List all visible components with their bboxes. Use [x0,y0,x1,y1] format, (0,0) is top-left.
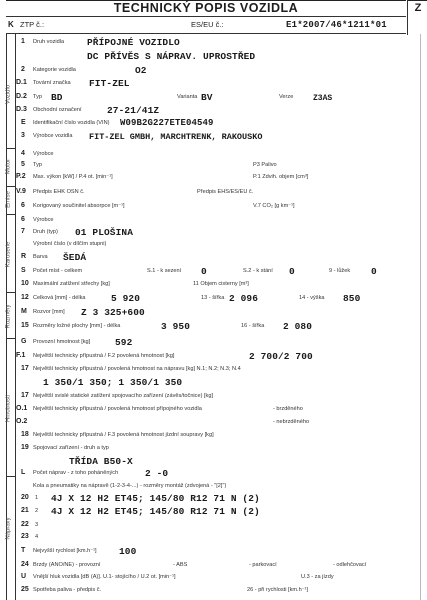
length-value: 3 950 [161,321,191,332]
row-naprava-3 [17,521,407,533]
length-value: 5 920 [111,293,141,304]
row-label: Kola a pneumatiky na nápravě (1-2-3-4-...) - rozměry montáž (zdvojená - "[2]") [33,483,227,489]
row-value: 100 [119,546,137,557]
row-key: 6 [21,216,25,223]
row-druh-vozidla [17,38,407,50]
row-key: 17 [21,365,29,372]
row-key: D.1 [16,79,27,86]
row-zatizeni-strechy [17,280,407,292]
row-zatizeni-spojovaci [17,392,407,404]
row-key: 5 [21,161,25,168]
height-value: 850 [343,293,361,304]
row-jizdni-souprava [17,431,407,443]
width-label: 16 - šířka [241,323,265,329]
row-label: Spojovací zařízení - druh a typ [33,445,109,451]
row-value: DC PŘÍVĚS S NÁPRAV. UPROSTŘED [87,51,256,62]
row-brzdy [17,561,407,573]
row-value: Z 3 325+600 [81,307,145,318]
row-key: 6 [21,202,25,209]
row-label: Rozvor [mm] [33,309,65,315]
row-tovarni-znacka [17,79,407,91]
section-label: Rozměry [5,304,12,329]
row-key: T [21,547,26,554]
row-label: Výrobní číslo (v dílčím stupni) [33,241,107,247]
row-label: Kategorie vozidla [33,67,76,73]
ztp-header-row [6,16,406,34]
section-karoserie [6,214,15,294]
row-value: FIT-ZEL [89,78,130,89]
row-label: Korigovaný součinitel absorpce [m⁻¹] [33,203,125,209]
row-predpis-ehk [17,188,407,200]
section-vozidlo [6,40,15,150]
section-label: Hmotnosti [5,395,12,423]
row-label: Výrobce [33,217,54,223]
section-column-line [15,34,16,600]
row-provozni-hmotnost [17,338,407,350]
corner-cell [407,0,427,35]
section-label: Vozidlo [5,84,12,105]
unbraked-label: - nebrzděného [273,419,310,425]
row-label: Tovární značka [33,80,71,86]
row-naprava-1 [17,494,407,506]
row-label: Maximální zatížení střechy [kg] [33,281,110,287]
row-key: 22 [21,521,29,528]
width-value: 2 096 [229,293,259,304]
row-value: 27-21/41Z [107,105,160,116]
row-key: 21 [21,507,29,514]
row-key: 2 [21,66,25,73]
row-label: Výrobce [33,151,54,157]
width-label: 13 - šířka [201,295,225,301]
row-label: Druh vozidla [33,39,65,45]
row-key: D.2 [16,93,27,100]
row-hmotnost-naprava-values [17,378,407,390]
row-label: Vnější hluk vozidla [dB (A)]. U.1- stojícího / U.2 ot. [min⁻¹] [33,574,176,580]
row-pocet-naprav [17,469,407,481]
axle-number: 2 [35,508,39,514]
seats-sitting-label: S.1 - k sezení [147,268,182,274]
row-value: 01 PLOŠINA [75,227,134,238]
row-label: Největší technicky přípustná / povolená hmotnost přípojného vozidla [33,406,202,412]
row-value: 1 350/1 350; 1 350/1 350 [43,377,183,388]
ehs-label: Předpis EHS/ES/EU č. [197,189,254,195]
document-title: TECHNICKÝ POPIS VOZIDLA [6,0,406,17]
row-key: O.2 [16,418,28,425]
axle-number: 3 [35,522,39,528]
row-key: S [21,267,26,274]
row-naprava-2 [17,507,407,519]
row-value: PŘÍPOJNÉ VOZIDLO [87,37,180,48]
row-label: Počet míst - celkem [33,268,83,274]
berths-label: 9 - lůžek [329,268,351,274]
row-obchodni-oznaceni [17,106,407,118]
displacement-label: P.1 Zdvih. objem [cm³] [253,174,309,180]
row-label: Největší technicky přípustná / F.3 povolená hmotnost jízdní soupravy [kg] [33,432,214,438]
row-value: W09B2G227ETE04549 [120,118,214,128]
row-value: TŘÍDA B50-X [69,456,133,467]
row-celkova-hmotnost [17,352,407,364]
row-key: L [21,469,26,476]
row-label: Nejvyšší rychlost [km.h⁻¹] [33,548,97,554]
row-key: G [21,338,27,345]
corner-letter: Z [414,2,422,14]
row-value: 4J X 12 H2 ET45; 145/80 R12 71 N (2) [51,493,260,504]
row-key: 3 [21,132,25,139]
row-key: R [21,253,27,260]
k-mark: K [8,20,14,29]
section-rozmery [6,292,15,340]
row-value: BD [51,92,63,103]
row-key: M [21,308,27,315]
row-spotreba-paliva [17,586,407,598]
row-lozna-plocha [17,322,407,334]
row-key: 7 [21,228,25,235]
row-key: 15 [21,322,29,329]
row-absorpce [17,202,407,214]
row-key: 18 [21,431,29,438]
row-label: Obchodní označení [33,107,82,113]
berths-value: 0 [371,266,377,277]
row-key: 25 [21,586,29,593]
row-label: Celková [mm] - délka [33,295,86,301]
retarder-label: - odlehčovací [333,562,367,568]
row-label: Identifikační číslo vozidla (VIN) [33,120,110,126]
row-druh-typ [17,228,407,240]
row-hmotnost-naprava [17,365,407,377]
row-key: E [21,119,26,126]
row-typ [17,93,407,105]
parking-brake-label: - parkovací [249,562,277,568]
right-frame-line [420,34,421,600]
row-label: Barva [33,254,48,260]
row-druh-vozidla-cont [17,51,407,63]
row-value: 2 700/2 700 [249,351,313,362]
row-key: 1 [21,38,25,45]
speed-label: 26 - při rychlosti [km.h⁻¹] [247,587,309,593]
height-label: 14 - výška [299,295,325,301]
ztp-label: ZTP č.: [20,20,45,29]
row-barva [17,253,407,265]
row-label: Druh (typ) [33,229,58,235]
row-label: Největší technicky přípustná / povolená hmotnost na nápravu [kg] N.1; N.2; N.3; N.4 [33,366,241,372]
row-nebrzdeny [17,418,407,430]
row-label: Počet náprav - z toho poháněných [33,470,119,476]
row-key: 23 [21,533,29,540]
row-value: 2 -0 [145,468,169,479]
row-key: 4 [21,150,25,157]
row-key: D.3 [16,106,27,113]
version-value: Z3AS [313,94,333,103]
abs-label: - ABS [173,562,188,568]
row-key: 20 [21,494,29,501]
row-motor-typ [17,161,407,173]
row-label: Rozměry ložné plochy [mm] - délka [33,323,121,329]
axle-number: 4 [35,534,39,540]
row-key: 24 [21,561,29,568]
section-label: Emise [5,191,12,208]
row-key: P.2 [16,173,26,180]
row-label: Výrobce vozidla [33,133,73,139]
seats-standing-value: 0 [289,266,295,277]
section-label: Nápravy [5,517,12,540]
seats-sitting-value: 0 [201,266,207,277]
row-key: V.9 [16,188,26,195]
row-vyrobni-cislo [17,240,407,252]
row-value: ŠEDÁ [63,252,87,263]
section-label: Motor [5,158,12,175]
row-key: F.1 [16,352,26,359]
row-key: O.1 [16,405,28,412]
row-label: Typ [33,162,43,168]
row-label: Provozní hmotnost [kg] [33,339,91,345]
variant-value: BV [201,92,213,103]
tank-label: 11 Objem cisterny [m³] [193,281,249,287]
fuel-label: P3 Palivo [253,162,277,168]
row-vyrobce-vozidla [17,132,407,144]
section-emise [6,186,15,216]
row-naprava-4 [17,533,407,545]
row-label: Max. výkon [kW] / P.4 ot. [min⁻¹] [33,174,113,180]
row-key: 12 [21,294,29,301]
row-kategorie [17,66,407,78]
variant-label: Varianta [177,94,198,100]
row-value: O2 [135,65,147,76]
row-label: Spotřeba paliva - předpis č. [33,587,102,593]
row-key: 10 [21,280,29,287]
approval-number: E1*2007/46*1211*01 [286,20,387,30]
row-spojovaci-zarizeni-value [17,457,407,469]
row-value: 4J X 12 H2 ET45; 145/80 R12 71 N (2) [51,506,260,517]
row-label: Největší technicky přípustná / F.2 povolená hmotnost [kg] [33,353,175,359]
row-hmotnost-privesu [17,405,407,417]
row-rozvor [17,308,407,320]
row-key: 19 [21,444,29,451]
row-label: Největší svislé statické zatížení spojovacího zařízení (závěs/točnice) [kg] [33,393,214,399]
row-nejvyssi-rychlost [17,547,407,559]
row-key: 17 [21,392,29,399]
row-vnejsi-hluk [17,573,407,585]
row-key: U [21,573,27,580]
row-value: FIT-ZEL GMBH, MARCHTRENK, RAKOUSKO [89,132,263,142]
section-napravy [6,476,15,600]
es-eu-label: ES/EU č.: [191,20,224,29]
braked-label: - brzděného [273,406,303,412]
row-label: Předpis EHK OSN č. [33,189,85,195]
section-label: Karoserie [5,241,12,268]
row-vin [17,119,407,131]
noise-driving-label: U.3 - za jízdy [301,574,334,580]
row-spojovaci-zarizeni [17,444,407,456]
row-label: Brzdy (ANO/NE) - provozní [33,562,101,568]
row-celkove-rozmery [17,294,407,306]
section-hmotnosti [6,338,15,478]
row-value: 592 [115,337,133,348]
row-motor-vykon [17,173,407,185]
width-value: 2 080 [283,321,313,332]
axle-number: 1 [35,495,39,501]
version-label: Verze [279,94,294,100]
row-label: Typ [33,94,43,100]
co2-label: V.7 CO₂ [g km⁻¹] [253,203,295,209]
seats-standing-label: S.2 - k stání [243,268,273,274]
row-pocet-mist [17,267,407,279]
